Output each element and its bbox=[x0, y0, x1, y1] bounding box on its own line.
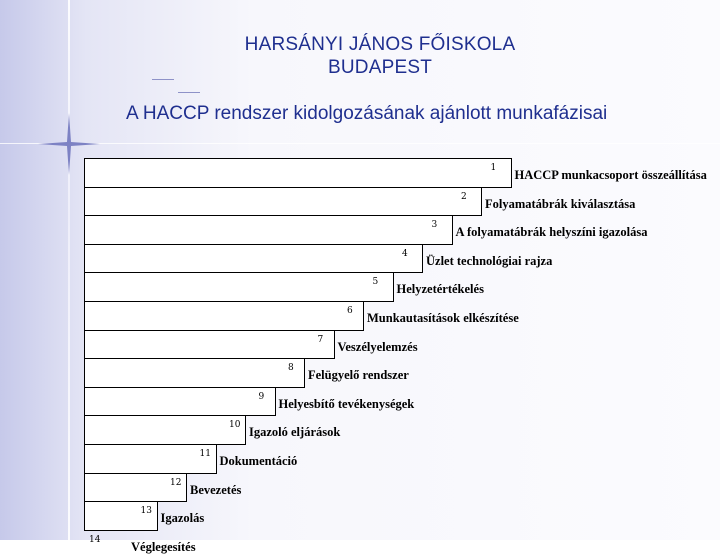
step-label-5: Helyzetértékelés bbox=[396, 282, 484, 297]
step-number-11: 11 bbox=[199, 449, 211, 459]
step-label-7: Veszélyelemzés bbox=[337, 339, 418, 354]
institution-title: HARSÁNYI JÁNOS FŐISKOLA bbox=[244, 34, 516, 55]
step-bar-4 bbox=[84, 244, 423, 274]
step-label-2: Folyamatábrák kiválasztása bbox=[485, 196, 636, 211]
step-label-1: HACCP munkacsoport összeállítása bbox=[514, 168, 707, 182]
step-bar-8 bbox=[84, 358, 305, 388]
step-number-6: 6 bbox=[347, 306, 353, 316]
step-bar-7 bbox=[84, 330, 335, 360]
step-bar-6 bbox=[84, 301, 364, 331]
step-number-13: 13 bbox=[140, 506, 152, 517]
step-bar-3 bbox=[84, 215, 453, 245]
step-bar-5 bbox=[84, 272, 394, 302]
step-number-9: 9 bbox=[258, 391, 265, 402]
step-number-12: 12 bbox=[170, 477, 182, 488]
step-bar-2 bbox=[84, 187, 482, 217]
step-label-13: Igazolás bbox=[160, 511, 205, 526]
step-label-11: Dokumentáció bbox=[219, 454, 298, 468]
step-number-3: 3 bbox=[431, 220, 438, 231]
step-number-7: 7 bbox=[317, 334, 324, 345]
step-label-12: Bevezetés bbox=[190, 482, 242, 497]
step-number-10: 10 bbox=[229, 420, 241, 431]
step-label-14: Véglegesítés bbox=[131, 539, 196, 554]
step-label-9: Helyesbítő tevékenységek bbox=[278, 396, 415, 411]
step-label-3: A folyamatábrák helyszíni igazolása bbox=[455, 225, 648, 240]
step-bar-11 bbox=[84, 444, 217, 474]
slide-title: A HACCP rendszer kidolgozásának ajánlott munkafázisai bbox=[126, 103, 608, 124]
city-title: BUDAPEST bbox=[327, 57, 432, 78]
step-bar-1 bbox=[84, 158, 512, 188]
step-bar-10 bbox=[84, 415, 246, 445]
step-number-5: 5 bbox=[372, 277, 379, 288]
step-bar-9 bbox=[84, 387, 276, 417]
step-label-6: Munkautasítások elkészítése bbox=[367, 311, 519, 325]
step-number-8: 8 bbox=[288, 363, 294, 374]
step-number-14: 14 bbox=[89, 534, 101, 545]
step-number-1: 1 bbox=[490, 163, 497, 173]
step-number-2: 2 bbox=[461, 191, 467, 202]
step-number-4: 4 bbox=[402, 248, 408, 259]
step-label-4: Üzlet technológiai rajza bbox=[426, 253, 553, 268]
step-label-10: Igazoló eljárások bbox=[249, 425, 341, 440]
step-label-8: Felügyelő rendszer bbox=[308, 368, 409, 383]
